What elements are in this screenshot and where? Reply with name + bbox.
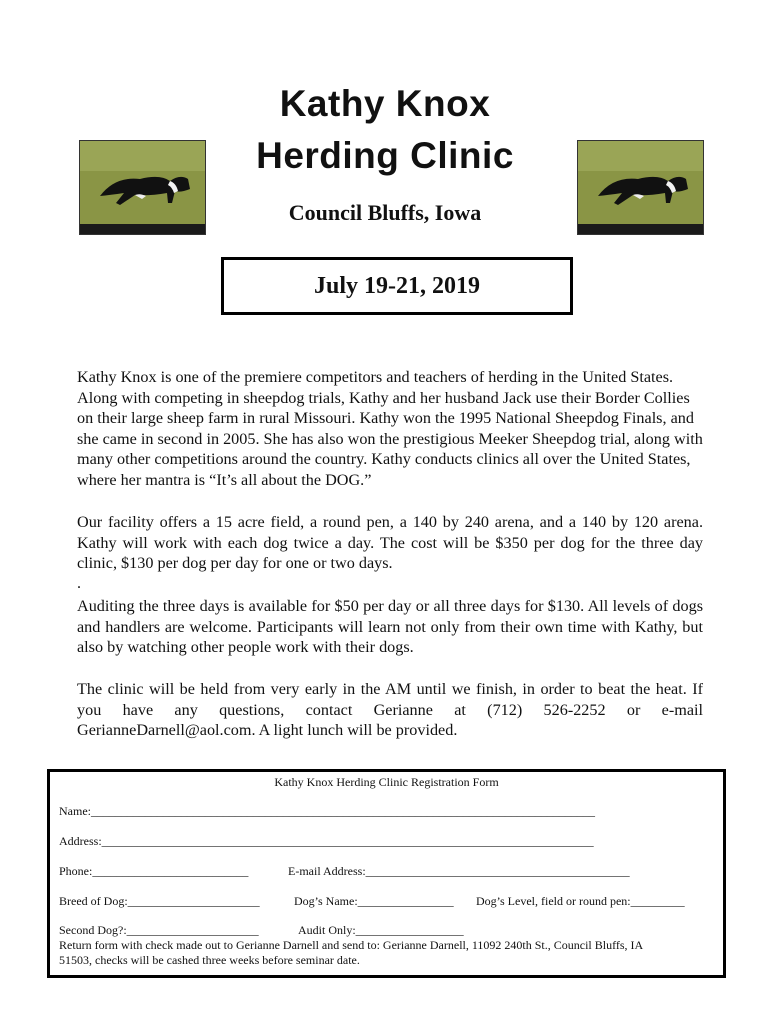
registration-form — [47, 769, 726, 978]
auditing-paragraph: Auditing the three days is available for $50 per day or all three days for $130. All levels of dogs and handlers are welcome. Participants will learn not only from their own time with Kathy, but also by watching other people work with their dogs. — [77, 597, 703, 657]
second-dog-field[interactable]: Second Dog?:______________________ — [59, 923, 259, 937]
address-field[interactable]: Address:__________________________________________________________________________________ — [59, 834, 594, 848]
page-title-line-2: Herding Clinic — [256, 135, 514, 176]
email-field[interactable]: E-mail Address:____________________________________________ — [288, 864, 630, 878]
dog-name-field[interactable]: Dog’s Name:________________ — [294, 894, 454, 908]
name-field[interactable]: Name:____________________________________________________________________________________ — [59, 804, 595, 818]
registration-form-title: Kathy Knox Herding Clinic Registration Form — [274, 775, 499, 789]
intro-paragraph: Kathy Knox is one of the premiere competitors and teachers of herding in the United States. Along with competing in sheepdog trials, Kathy and her husband Jack use their Border Collies on their large sheep farm in rural Missouri. Kathy won the 1995 National Sheepdog Finals, and she came in second in 2005. She has also won the prestigious Meeker Sheepdog trial, along with many other competitions around the country. Kathy conducts clinics all over the United States, where her mantra is “It’s all about the DOG.” — [77, 368, 703, 489]
breed-field[interactable]: Breed of Dog:______________________ — [59, 894, 260, 908]
dog-level-field[interactable]: Dog’s Level, field or round pen:_________ — [476, 894, 685, 908]
schedule-paragraph: The clinic will be held from very early in the AM until we finish, in order to beat the heat. If you have any questions, contact Gerianne at (712) 526-2252 or e-mail GerianneDarnell@aol.com. A light lunch will be provided. — [77, 680, 703, 740]
clinic-dates-box: July 19-21, 2019 — [221, 257, 573, 315]
return-instructions-line-1: Return form with check made out to Gerianne Darnell and send to: Gerianne Darnell, 11092 240th St., Council Bluffs, IA — [59, 938, 644, 952]
return-instructions-line-2: 51503, checks will be cashed three weeks before seminar date. — [59, 953, 360, 967]
location-subtitle: Council Bluffs, Iowa — [288, 200, 482, 225]
page-title-line-1: Kathy Knox — [279, 83, 491, 124]
stray-period: . — [77, 575, 81, 592]
audit-only-field[interactable]: Audit Only:__________________ — [298, 923, 464, 937]
phone-field[interactable]: Phone:__________________________ — [59, 864, 249, 878]
facility-paragraph: Our facility offers a 15 acre field, a round pen, a 140 by 240 arena, and a 140 by 120 arena. Kathy will work with each dog twice a day. The cost will be $350 per dog for the three day clinic, $130 per dog per day for one or two days. — [77, 513, 703, 573]
